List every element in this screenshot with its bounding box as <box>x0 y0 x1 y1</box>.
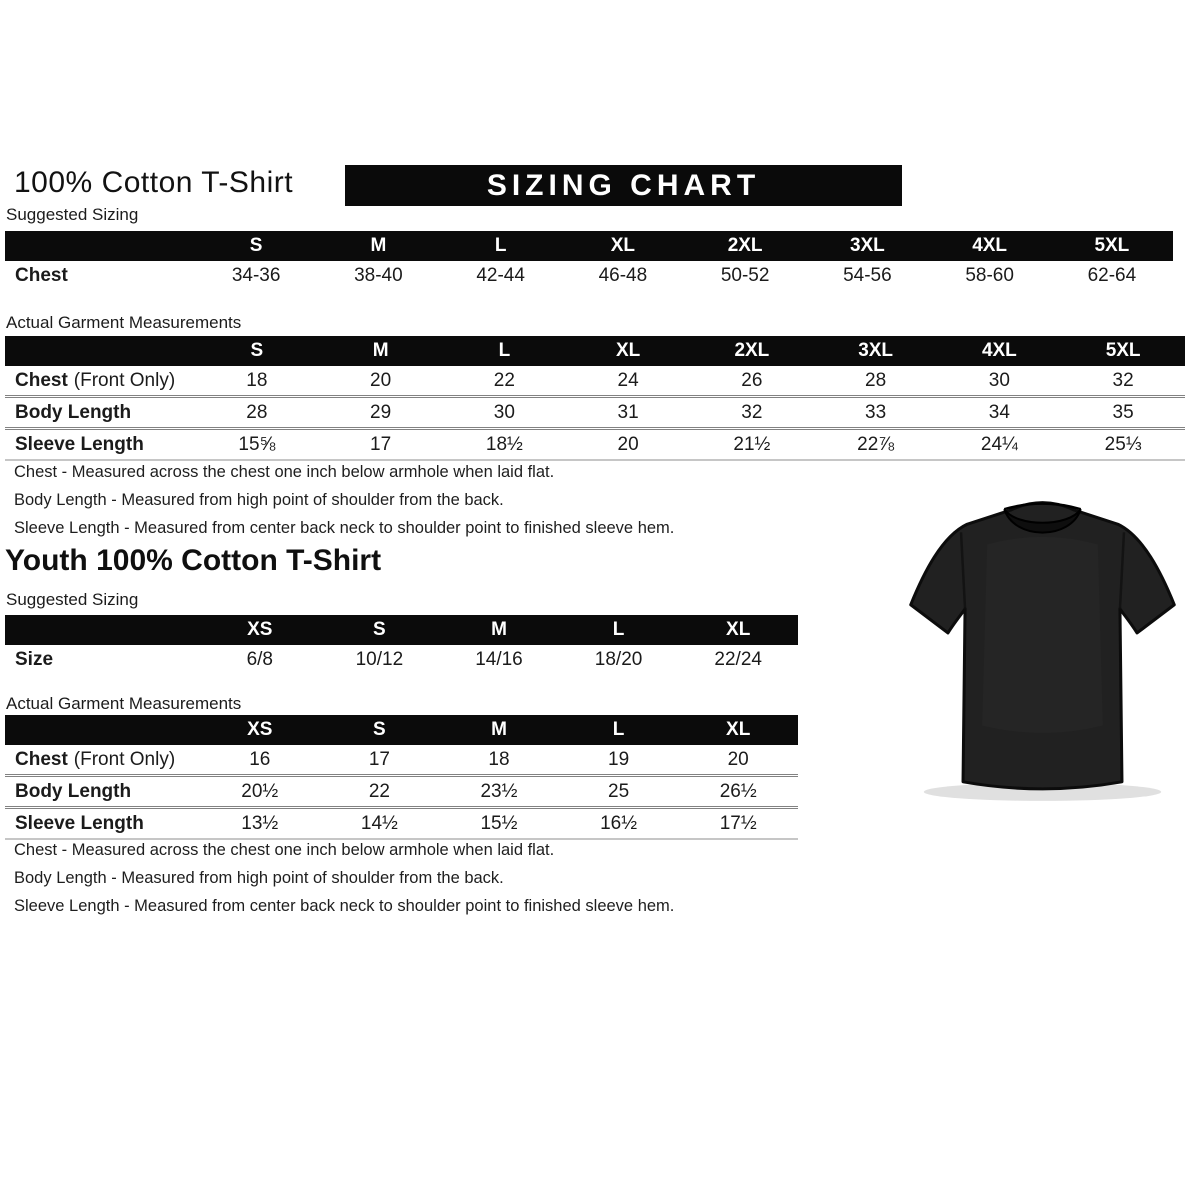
measurement-cell: 19 <box>608 749 630 770</box>
table-row-sleeve-length <box>5 808 798 840</box>
measurement-cell: 35 <box>1061 397 1185 429</box>
row-label-text: Size <box>15 649 54 670</box>
size-column-header: L <box>559 615 679 645</box>
measurement-cell: 20 <box>566 429 690 461</box>
measurement-cell: 18 <box>488 749 510 770</box>
measurement-cell: 16½ <box>559 808 679 840</box>
measurement-cell: 17 <box>368 749 390 770</box>
measurement-cell: 20 <box>370 370 392 391</box>
youth-suggested-sizing-label: Suggested Sizing <box>6 590 139 609</box>
chest-range-cell: 50-52 <box>720 265 770 286</box>
row-label-header <box>5 715 200 745</box>
row-label <box>5 808 200 840</box>
youth-measurement-notes <box>14 842 674 926</box>
youth-section-title: Youth 100% Cotton T-Shirt <box>5 544 382 577</box>
measurement-cell: 13½ <box>200 808 320 840</box>
table-row-size <box>5 645 798 674</box>
measurement-cell: 18 <box>246 370 268 391</box>
size-column-header: 4XL <box>938 336 1062 366</box>
measurement-cell: 26 <box>741 370 763 391</box>
size-range-cell: 14/16 <box>475 649 523 670</box>
measurement-cell: 32 <box>690 397 814 429</box>
chest-range-cell: 42-44 <box>476 265 525 286</box>
measurement-cell: 34 <box>938 397 1062 429</box>
measurement-cell: 33 <box>814 397 938 429</box>
size-column-header: 5XL <box>1061 336 1185 366</box>
row-label-text: Sleeve Length <box>15 434 144 455</box>
measurement-cell: 26½ <box>678 776 798 808</box>
table-row-chest <box>5 745 798 776</box>
size-column-header: XS <box>200 715 320 745</box>
size-column-header: S <box>320 715 440 745</box>
size-column-header: XS <box>200 615 320 645</box>
row-label-suffix: (Front Only) <box>73 749 176 770</box>
size-column-header: 2XL <box>684 231 806 261</box>
row-label <box>5 745 200 776</box>
table-row-chest-range <box>5 261 1173 290</box>
note-chest: Chest - Measured across the chest one inch below armhole when laid flat. <box>14 841 555 859</box>
measurement-cell: 28 <box>195 397 319 429</box>
measurement-cell: 24¼ <box>938 429 1062 461</box>
size-column-header: L <box>443 336 567 366</box>
size-column-header: S <box>195 231 317 261</box>
note-body-length: Body Length - Measured from high point of shoulder from the back. <box>14 491 504 509</box>
table-row-sleeve-length <box>5 429 1185 461</box>
row-label-text: Chest <box>15 749 68 770</box>
row-label-header <box>5 615 200 645</box>
measurement-cell: 21½ <box>690 429 814 461</box>
youth-suggested-sizing-table <box>5 615 798 674</box>
row-label <box>5 397 195 429</box>
measurement-cell: 22⅞ <box>814 429 938 461</box>
sizing-chart-banner-label: SIZING CHART <box>486 168 761 202</box>
size-column-header: XL <box>562 231 684 261</box>
size-column-header: 2XL <box>690 336 814 366</box>
size-column-header: M <box>317 231 439 261</box>
measurement-cell: 31 <box>566 397 690 429</box>
measurement-cell: 15½ <box>439 808 559 840</box>
measurement-cell: 30 <box>988 370 1010 391</box>
adult-suggested-sizing-label: Suggested Sizing <box>6 205 139 224</box>
size-range-cell: 6/8 <box>246 649 273 670</box>
measurement-cell: 15⅝ <box>195 429 319 461</box>
measurement-cell: 18½ <box>443 429 567 461</box>
row-label-text: Chest <box>15 265 68 286</box>
youth-actual-header-row <box>5 715 798 745</box>
measurement-cell: 28 <box>865 370 887 391</box>
size-column-header: XL <box>678 715 798 745</box>
size-column-header: XL <box>566 336 690 366</box>
row-label-text: Body Length <box>15 402 132 423</box>
adult-suggested-header-row <box>5 231 1173 261</box>
t-shirt-image <box>890 474 1195 816</box>
size-column-header: XL <box>678 615 798 645</box>
adult-actual-measurements-table <box>5 336 1185 461</box>
chest-range-cell: 46-48 <box>598 265 648 286</box>
measurement-cell: 20 <box>727 749 749 770</box>
row-label-text: Chest <box>15 370 68 391</box>
adult-measurement-notes <box>14 464 674 548</box>
note-sleeve-length: Sleeve Length - Measured from center back neck to shoulder point to finished sleeve hem. <box>14 897 675 915</box>
row-label <box>5 429 195 461</box>
size-column-header: M <box>439 615 559 645</box>
chest-range-cell: 58-60 <box>965 265 1014 286</box>
t-shirt-photo <box>890 474 1195 816</box>
size-column-header: M <box>319 336 443 366</box>
size-range-cell: 18/20 <box>594 649 643 670</box>
row-label <box>5 366 195 397</box>
measurement-cell: 30 <box>443 397 567 429</box>
row-label-header <box>5 336 195 366</box>
note-chest: Chest - Measured across the chest one inch below armhole when laid flat. <box>14 463 555 481</box>
youth-actual-measurements-label: Actual Garment Measurements <box>6 694 242 713</box>
row-label <box>5 261 195 290</box>
measurement-cell: 14½ <box>320 808 440 840</box>
measurement-cell: 17 <box>319 429 443 461</box>
measurement-cell: 23½ <box>439 776 559 808</box>
row-label-header <box>5 231 195 261</box>
youth-suggested-header-row <box>5 615 798 645</box>
page-title: 100% Cotton T-Shirt <box>14 166 294 199</box>
adult-actual-measurements-label: Actual Garment Measurements <box>6 313 242 332</box>
adult-actual-header-row <box>5 336 1185 366</box>
measurement-cell: 17½ <box>678 808 798 840</box>
size-column-header: L <box>440 231 562 261</box>
chest-range-cell: 62-64 <box>1087 265 1137 286</box>
size-column-header: S <box>320 615 440 645</box>
table-row-chest <box>5 366 1185 397</box>
size-range-cell: 10/12 <box>355 649 404 670</box>
adult-suggested-sizing-table <box>5 231 1173 290</box>
row-label <box>5 776 200 808</box>
measurement-cell: 25⅓ <box>1061 429 1185 461</box>
row-label-text: Body Length <box>15 781 132 802</box>
measurement-cell: 24 <box>617 370 639 391</box>
measurement-cell: 22 <box>493 370 515 391</box>
chest-range-cell: 54-56 <box>843 265 892 286</box>
sizing-chart-banner <box>345 165 902 206</box>
row-label-suffix: (Front Only) <box>73 370 176 391</box>
chest-range-cell: 38-40 <box>354 265 403 286</box>
row-label-text: Sleeve Length <box>15 813 144 834</box>
measurement-cell: 29 <box>319 397 443 429</box>
size-column-header: 4XL <box>929 231 1051 261</box>
measurement-cell: 22 <box>320 776 440 808</box>
size-column-header: L <box>559 715 679 745</box>
row-label <box>5 645 200 674</box>
table-row-body-length <box>5 397 1185 429</box>
measurement-cell: 25 <box>559 776 679 808</box>
measurement-cell: 16 <box>249 749 271 770</box>
measurement-cell: 32 <box>1112 370 1134 391</box>
title-row <box>0 163 1200 207</box>
note-sleeve-length: Sleeve Length - Measured from center back neck to shoulder point to finished sleeve hem. <box>14 519 675 537</box>
size-column-header: 3XL <box>814 336 938 366</box>
youth-actual-measurements-table <box>5 715 798 840</box>
size-column-header: M <box>439 715 559 745</box>
measurement-cell: 20½ <box>200 776 320 808</box>
size-column-header: S <box>195 336 319 366</box>
note-body-length: Body Length - Measured from high point of shoulder from the back. <box>14 869 504 887</box>
chest-range-cell: 34-36 <box>231 265 281 286</box>
size-column-header: 3XL <box>806 231 928 261</box>
size-column-header: 5XL <box>1051 231 1173 261</box>
size-range-cell: 22/24 <box>714 649 762 670</box>
table-row-body-length <box>5 776 798 808</box>
